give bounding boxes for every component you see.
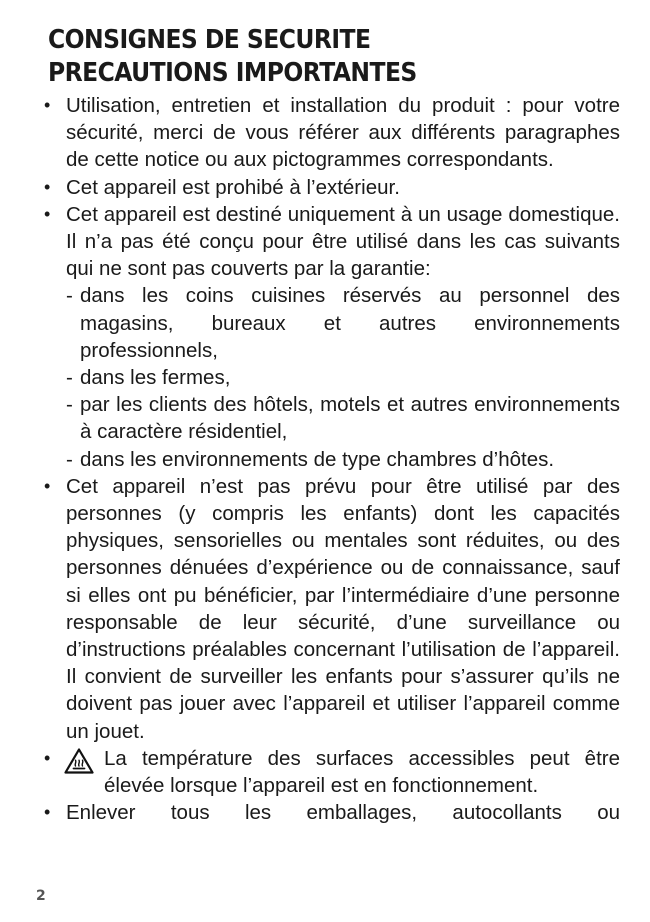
sub-list-item-text: dans les coins cuisines réservés au personnel des magasins, bureaux et autres environnements professionnels, xyxy=(80,284,620,362)
dash-icon: - xyxy=(66,393,73,417)
hot-surface-warning-icon xyxy=(64,748,94,774)
sub-list-item-text: dans les environnements de type chambres d’hôtes. xyxy=(80,447,555,471)
bullet-icon: • xyxy=(44,95,51,115)
document-page xyxy=(44,24,620,826)
list-item xyxy=(44,799,620,826)
page-number: 2 xyxy=(36,888,46,904)
dash-icon: - xyxy=(66,366,73,390)
sub-list-item xyxy=(66,282,620,364)
page-title xyxy=(48,24,574,90)
title-line-1: CONSIGNES DE SECURITE xyxy=(48,25,371,55)
bullet-icon: • xyxy=(44,475,51,496)
sub-list-item xyxy=(66,364,620,391)
list-item xyxy=(44,201,620,473)
bullet-icon: • xyxy=(44,747,51,768)
bullet-icon: • xyxy=(44,203,51,224)
list-item xyxy=(44,174,620,201)
list-item xyxy=(44,473,620,745)
sub-list-item xyxy=(66,446,620,473)
sub-list-item-text: dans les fermes, xyxy=(80,366,231,390)
list-item-text: Enlever tous les emballages, autocollants ou xyxy=(66,801,620,825)
excluded-uses-list xyxy=(66,282,620,472)
list-item xyxy=(44,92,620,174)
safety-instructions-list xyxy=(44,92,620,826)
list-item-text: Cet appareil est prohibé à l’extérieur. xyxy=(66,175,400,199)
bullet-icon: • xyxy=(44,802,51,823)
list-item-hot-surface xyxy=(44,745,620,799)
title-line-2: PRECAUTIONS IMPORTANTES xyxy=(48,58,417,88)
sub-list-item xyxy=(66,391,620,445)
sub-list-item-text: par les clients des hôtels, motels et autres environnements à caractère résidentiel, xyxy=(80,393,620,444)
dash-icon: - xyxy=(66,447,73,471)
bullet-icon: • xyxy=(44,176,51,197)
list-item-text: Cet appareil n’est pas prévu pour être utilisé par des personnes (y compris les enfants) dont les capacités physiques, sensorielles ou mentales sont réduites, ou des personnes dénuées d’expérience ou de connaissance, sauf si elles ont pu bénéficier, par l’intermédiaire d’une personne responsable de leur sécurité, d’une surveillance ou d’instructions préalables concernant l’utilisation de l’appareil. Il convient de surveiller les enfants pour s’assurer qu’ils ne doivent pas jouer avec l’appareil et utiliser l’appareil comme un jouet. xyxy=(66,474,620,743)
dash-icon: - xyxy=(66,284,73,308)
list-item-text: Utilisation, entretien et installation du produit : pour votre sécurité, merci de vous référer aux différents paragraphes de cette notice ou aux pictogrammes correspondants. xyxy=(66,94,620,172)
list-item-text: La température des surfaces accessibles peut être élevée lorsque l’appareil est en fonctionnement. xyxy=(104,746,620,798)
list-item-text: Cet appareil est destiné uniquement à un usage domestique. Il n’a pas été conçu pour être utilisé dans les cas suivants qui ne sont pas couverts par la garantie: xyxy=(66,202,620,281)
